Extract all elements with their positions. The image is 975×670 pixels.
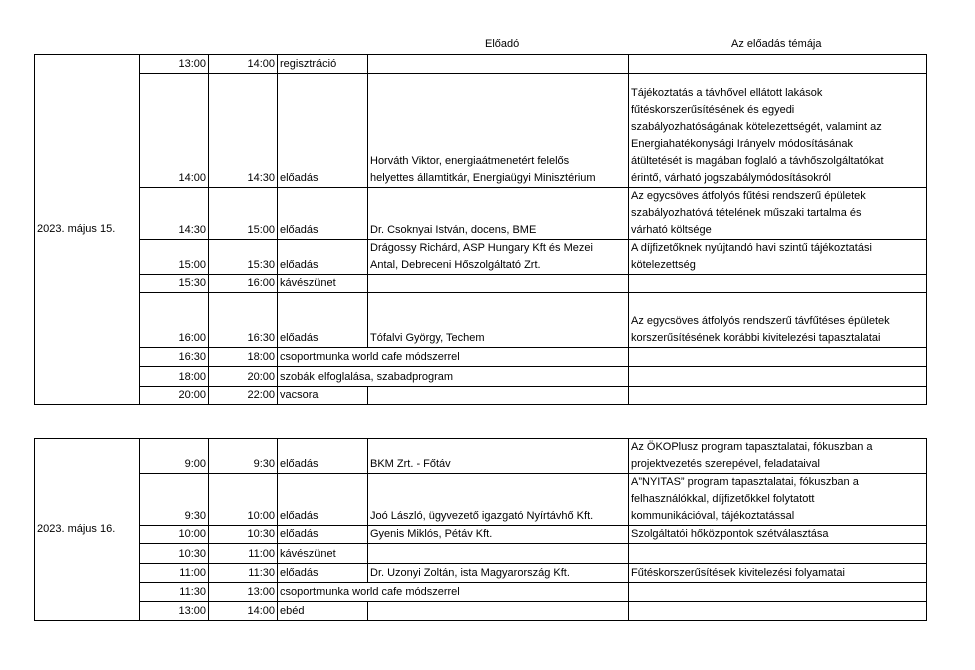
text-line: Az egycsöves átfolyós rendszerű távfűtéses épületek	[631, 315, 890, 327]
speaker-cell	[368, 602, 629, 621]
text-line: Tájékoztatás a távhővel ellátott lakások	[631, 87, 823, 99]
table-row	[35, 564, 927, 583]
text-line: Energiahatékonysági Irányelv módosításának	[631, 138, 853, 150]
topic-cell	[629, 240, 927, 275]
end-time: 14:30	[209, 74, 278, 188]
text-line: fűtéskorszerűsítésének és egyedi	[631, 104, 795, 116]
start-time: 15:00	[140, 240, 209, 275]
text-line: szabályozhatóságának kötelezettségét, valamint az	[631, 121, 882, 133]
start-time: 9:30	[140, 474, 209, 526]
date-cell: 2023. május 16.	[35, 439, 140, 621]
text-line: korszerűsítésének korábbi kivitelezési tapasztalatai	[631, 332, 881, 344]
text-line: BKM Zrt. - Főtáv	[370, 458, 451, 470]
end-time: 10:00	[209, 474, 278, 526]
topic-cell	[629, 367, 927, 387]
topic-cell	[629, 602, 927, 621]
session-type: előadás	[278, 240, 368, 275]
table-row	[35, 602, 927, 621]
start-time: 14:30	[140, 188, 209, 240]
text-line: helyettes államtitkár, Energiaügyi Minisztérium	[370, 172, 596, 184]
topic-cell	[629, 275, 927, 293]
text-line: Gyenis Miklós, Pétáv Kft.	[370, 528, 493, 540]
topic-cell	[629, 564, 927, 583]
date-cell: 2023. május 15.	[35, 55, 140, 405]
speaker-cell	[368, 74, 629, 188]
table-row	[35, 474, 927, 526]
speaker-cell	[368, 439, 629, 474]
speaker-cell	[368, 387, 629, 405]
topic-cell	[629, 188, 927, 240]
end-time: 11:00	[209, 544, 278, 564]
text-line: Antal, Debreceni Hőszolgáltató Zrt.	[370, 259, 541, 271]
end-time: 22:00	[209, 387, 278, 405]
table-row	[35, 293, 927, 348]
start-time: 20:00	[140, 387, 209, 405]
text-line: kötelezettség	[631, 259, 696, 271]
text-line: várható költsége	[631, 224, 712, 236]
text-line: Fűtéskorszerűsítések kivitelezési folyamatai	[631, 567, 845, 579]
speaker-cell	[368, 293, 629, 348]
speaker-cell	[368, 188, 629, 240]
end-time: 15:30	[209, 240, 278, 275]
session-type: vacsora	[278, 387, 368, 405]
text-line: Szolgáltatói hőközpontok szétválasztása	[631, 528, 829, 540]
text-line: projektvezetés szerepével, feladataival	[631, 458, 820, 470]
table-row	[35, 544, 927, 564]
text-line: Dr. Uzonyi Zoltán, ista Magyarország Kft.	[370, 567, 570, 579]
start-time: 13:00	[140, 55, 209, 74]
text-line: Az egycsöves átfolyós fűtési rendszerű épületek	[631, 190, 866, 202]
speaker-cell	[368, 474, 629, 526]
text-line: Horváth Viktor, energiaátmenetért felelős	[370, 155, 570, 167]
text-line: Joó László, ügyvezető igazgató Nyírtávhő Kft.	[370, 510, 594, 522]
text-line: felhasználókkal, díjfizetőkkel folytatott	[631, 493, 815, 505]
schedule-table-day2	[34, 438, 927, 621]
text-line: átültetését is magában foglaló a távhőszolgáltatókat	[631, 155, 884, 167]
text-line: A”NYITAS” program tapasztalatai, fókuszban a	[631, 476, 859, 488]
end-time: 9:30	[209, 439, 278, 474]
topic-cell	[629, 74, 927, 188]
table-row	[35, 387, 927, 405]
topic-cell	[629, 439, 927, 474]
end-time: 11:30	[209, 564, 278, 583]
start-time: 11:00	[140, 564, 209, 583]
speaker-cell	[368, 55, 629, 74]
session-type: szobák elfoglalása, szabadprogram	[278, 367, 629, 387]
start-time: 9:00	[140, 439, 209, 474]
session-type: csoportmunka world cafe módszerrel	[278, 583, 629, 602]
schedule-table-day1	[34, 54, 927, 405]
topic-cell	[629, 474, 927, 526]
table-row	[35, 583, 927, 602]
end-time: 14:00	[209, 55, 278, 74]
end-time: 13:00	[209, 583, 278, 602]
topic-column-header: Az előadás témája	[731, 38, 822, 50]
speaker-cell	[368, 544, 629, 564]
topic-cell	[629, 583, 927, 602]
table-row	[35, 55, 927, 74]
session-type: előadás	[278, 188, 368, 240]
session-type: előadás	[278, 564, 368, 583]
end-time: 15:00	[209, 188, 278, 240]
start-time: 14:00	[140, 74, 209, 188]
table-row	[35, 240, 927, 275]
topic-cell	[629, 348, 927, 367]
text-line: A díjfizetőknek nyújtandó havi szintű tájékoztatási	[631, 242, 872, 254]
end-time: 10:30	[209, 526, 278, 544]
end-time: 16:00	[209, 275, 278, 293]
session-type: előadás	[278, 439, 368, 474]
session-type: regisztráció	[278, 55, 368, 74]
text-line: Drágossy Richárd, ASP Hungary Kft és Mezei	[370, 242, 593, 254]
session-type: előadás	[278, 474, 368, 526]
text-line: szabályozhatóvá tételének műszaki tartalma és	[631, 207, 862, 219]
text-line: Tófalvi György, Techem	[370, 332, 485, 344]
text-line: kommunikációval, tájékoztatással	[631, 510, 795, 522]
speaker-cell	[368, 526, 629, 544]
speaker-cell	[368, 275, 629, 293]
start-time: 18:00	[140, 367, 209, 387]
topic-cell	[629, 544, 927, 564]
start-time: 10:30	[140, 544, 209, 564]
speaker-cell	[368, 240, 629, 275]
topic-cell	[629, 55, 927, 74]
start-time: 16:00	[140, 293, 209, 348]
topic-cell	[629, 387, 927, 405]
start-time: 16:30	[140, 348, 209, 367]
session-type: előadás	[278, 74, 368, 188]
table-row	[35, 367, 927, 387]
session-type: kávészünet	[278, 275, 368, 293]
session-type: ebéd	[278, 602, 368, 621]
session-type: csoportmunka world cafe módszerrel	[278, 348, 629, 367]
end-time: 18:00	[209, 348, 278, 367]
start-time: 15:30	[140, 275, 209, 293]
speaker-cell	[368, 564, 629, 583]
start-time: 11:30	[140, 583, 209, 602]
end-time: 20:00	[209, 367, 278, 387]
speaker-column-header: Előadó	[485, 38, 520, 50]
table-row	[35, 74, 927, 188]
table-row	[35, 275, 927, 293]
table-row	[35, 188, 927, 240]
table-row	[35, 348, 927, 367]
text-line: érintő, várható jogszabálymódosításokról	[631, 172, 831, 184]
table-row	[35, 526, 927, 544]
text-line: Dr. Csoknyai István, docens, BME	[370, 224, 537, 236]
topic-cell	[629, 526, 927, 544]
table-row	[35, 439, 927, 474]
end-time: 14:00	[209, 602, 278, 621]
session-type: előadás	[278, 293, 368, 348]
session-type: kávészünet	[278, 544, 368, 564]
start-time: 13:00	[140, 602, 209, 621]
end-time: 16:30	[209, 293, 278, 348]
text-line: Az ÖKOPlusz program tapasztalatai, fókuszban a	[631, 441, 873, 453]
session-type: előadás	[278, 526, 368, 544]
start-time: 10:00	[140, 526, 209, 544]
topic-cell	[629, 293, 927, 348]
